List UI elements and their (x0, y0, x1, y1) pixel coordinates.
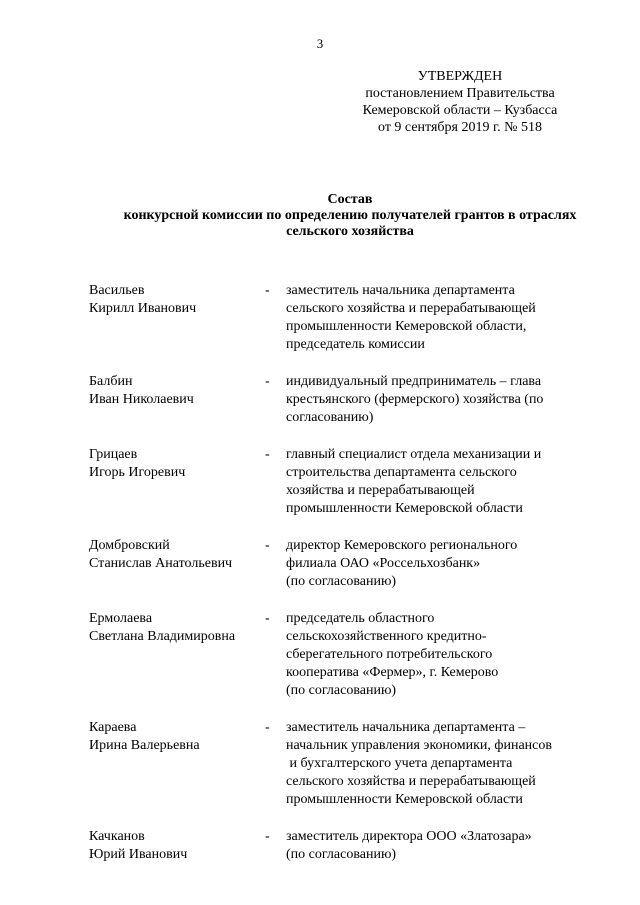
title-line: Состав (327, 192, 373, 207)
member-name (89, 373, 259, 409)
member-name (89, 537, 259, 573)
member-entry (89, 719, 589, 809)
member-dash: - (265, 374, 270, 389)
member-name (89, 282, 259, 318)
member-surname: Качканов (89, 829, 145, 844)
member-dash: - (265, 538, 270, 553)
member-given-names: Ирина Валерьевна (89, 738, 200, 753)
page-number: 3 (316, 36, 324, 51)
member-surname: Домбровский (89, 538, 170, 553)
member-role: директор Кемеровского регионального филиала ОАО «Россельхозбанк» (по согласованию) (286, 538, 518, 589)
approval-line: постановлением Правительства (365, 86, 555, 101)
member-given-names: Кирилл Иванович (89, 301, 197, 316)
member-surname: Васильев (89, 283, 145, 298)
member-role: индивидуальный предприниматель – глава крестьянского (фермерского) хозяйства (по согласованию) (286, 374, 544, 425)
member-surname: Балбин (89, 374, 133, 389)
member-given-names: Юрий Иванович (89, 847, 188, 862)
member-entry (89, 828, 589, 864)
member-role: председатель областного сельскохозяйственного кредитно- сберегательного потребительского кооператива «Фермер», г. Кемерово (по согласованию) (286, 611, 499, 698)
member-dash: - (265, 611, 270, 626)
member-given-names: Игорь Игоревич (89, 465, 186, 480)
member-dash: - (265, 829, 270, 844)
member-given-names: Станислав Анатольевич (89, 556, 233, 571)
member-surname: Караева (89, 720, 137, 735)
member-entry (89, 282, 589, 354)
title-line: сельского хозяйства (286, 224, 414, 239)
member-entry (89, 537, 589, 591)
approval-date-line: от 9 сентября 2019 г. № 518 (378, 120, 542, 135)
member-dash: - (265, 447, 270, 462)
member-name (89, 828, 259, 864)
title-line: конкурсной комиссии по определению получателей грантов в отраслях (123, 208, 577, 223)
member-given-names: Светлана Владимировна (89, 629, 236, 644)
member-role: заместитель начальника департамента – начальник управления экономики, финансов и бухгалтерского учета департамента сельского хозяйства и перерабатывающей промышленности Кемеровской области (286, 720, 552, 807)
member-role: заместитель директора ООО «Златозара» (по согласованию) (286, 829, 532, 862)
approval-block (350, 68, 570, 136)
member-dash: - (265, 283, 270, 298)
member-entry (89, 373, 589, 427)
member-entry (89, 446, 589, 518)
approval-line: Кемеровской области – Кузбасса (362, 103, 558, 118)
member-entry (89, 610, 589, 700)
member-surname: Грицаев (89, 447, 138, 462)
approval-heading: УТВЕРЖДЕН (417, 69, 503, 84)
member-role: главный специалист отдела механизации и строительства департамента сельского хозяйства и перерабатывающей промышленности Кемеровской области (286, 447, 542, 516)
member-name (89, 446, 259, 482)
member-dash: - (265, 720, 270, 735)
member-given-names: Иван Николаевич (89, 392, 194, 407)
member-name (89, 719, 259, 755)
member-role: заместитель начальника департамента сельского хозяйства и перерабатывающей промышленности Кемеровской области, председатель комиссии (286, 283, 536, 352)
member-name (89, 610, 259, 646)
member-surname: Ермолаева (89, 611, 153, 626)
commission-members-list (89, 282, 589, 864)
document-title (60, 192, 640, 240)
